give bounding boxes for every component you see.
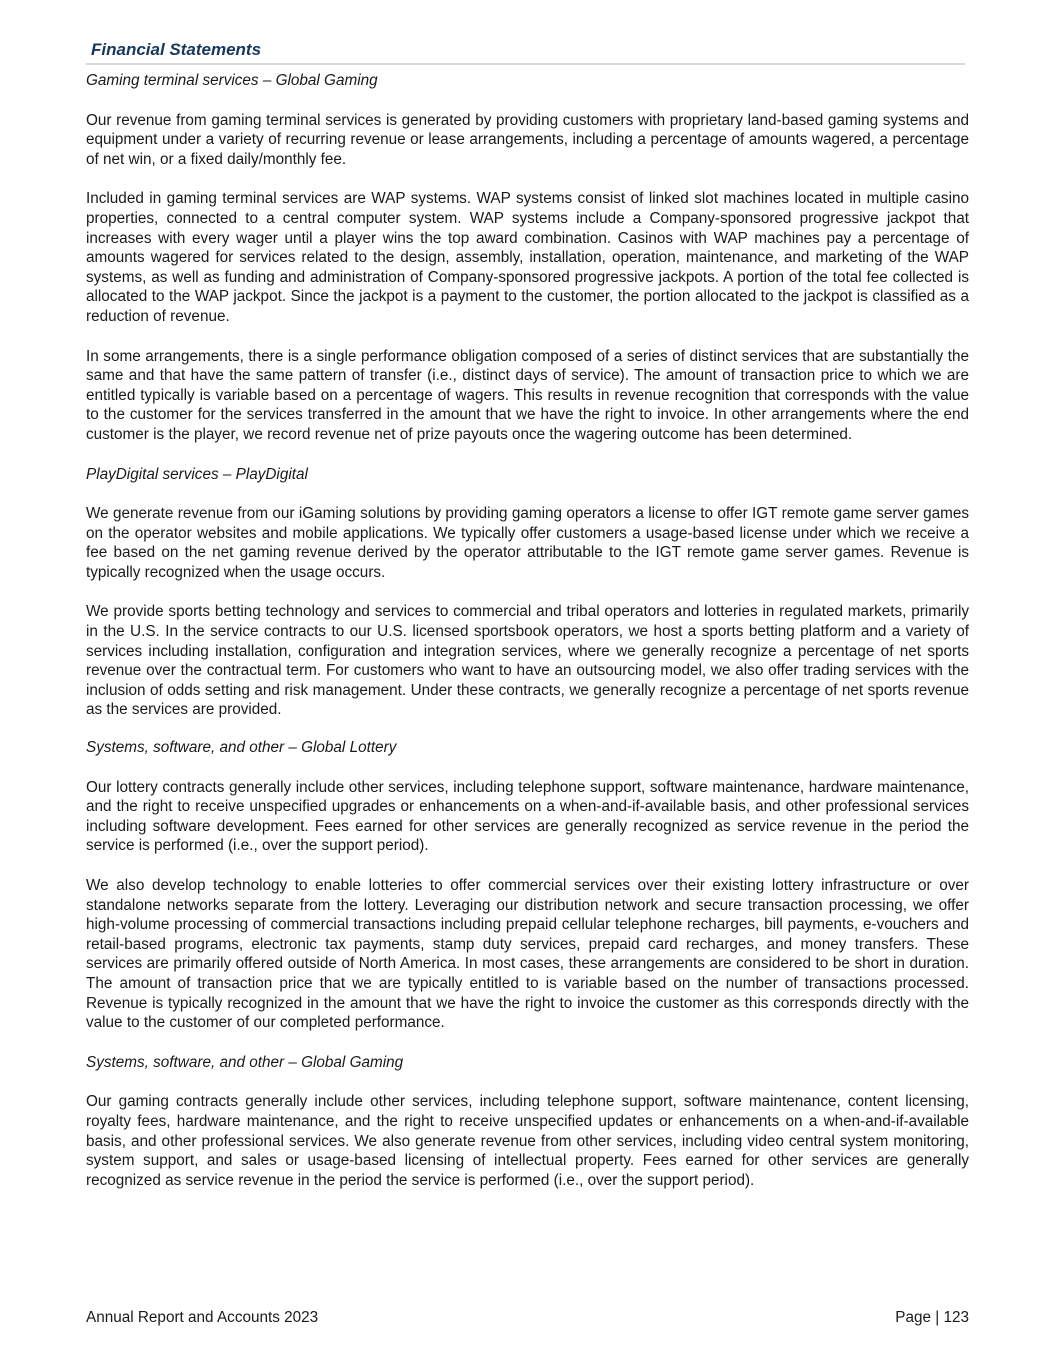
- paragraph: We generate revenue from our iGaming solutions by providing gaming operators a license to offer IGT remote game server games on the operator websites and mobile applications. We typically offer customers a usage-based license under which we receive a fee based on the net gaming revenue derived by the operator attributable to the IGT remote game server games. Revenue is typically recognized when the usage occurs.: [86, 505, 969, 581]
- section-heading-global-gaming: Systems, software, and other – Global Gaming: [86, 1053, 404, 1071]
- paragraph: Our revenue from gaming terminal services is generated by providing customers with proprietary land-based gaming systems and equipment under a variety of recurring revenue or lease arrangements, including a percentage of amounts wagered, a percentage of net win, or a fixed daily/monthly fee.: [86, 111, 969, 168]
- paragraph: In some arrangements, there is a single performance obligation composed of a series of distinct services that are substantially the same and that have the same pattern of transfer (i.e., distinct days of service). The amount of transaction price to which we are entitled typically is variable based on a percentage of wagers. This results in revenue recognition that corresponds with the value to the customer for the services transferred in the amount that we have the right to invoice. In other arrangements where the end customer is the player, we record revenue net of prize payouts once the wagering outcome has been determined.: [86, 347, 969, 443]
- page-title: Financial Statements: [91, 40, 262, 59]
- paragraph: We provide sports betting technology and services to commercial and tribal operators and lotteries in regulated markets, primarily in the U.S. In the service contracts to our U.S. licensed sportsbook operators, we host a sports betting platform and a variety of services including installation, configuration and integration services, where we generally recognize a percentage of net sports revenue over the contractual term. For customers who want to have an outsourcing model, we also offer trading services with the inclusion of odds setting and risk management. Under these contracts, we generally recognize a percentage of net sports revenue as the services are provided.: [86, 603, 969, 719]
- page-footer: [86, 1308, 969, 1327]
- footer-report-title: Annual Report and Accounts 2023: [86, 1309, 319, 1326]
- section-heading-global-lottery: Systems, software, and other – Global Lottery: [86, 739, 397, 757]
- paragraph: Our lottery contracts generally include other services, including telephone support, software maintenance, hardware maintenance, and the right to receive unspecified upgrades or enhancements on a when-and-if-available basis, and other professional services including software development. Fees earned for other services are generally recognized as service revenue in the period the service is performed (i.e., over the support period).: [86, 778, 969, 855]
- section-heading-playdigital: PlayDigital services – PlayDigital: [86, 465, 308, 483]
- page-header: [86, 39, 965, 65]
- document-body: [86, 71, 969, 1210]
- section-heading-gaming-terminal: Gaming terminal services – Global Gaming: [86, 72, 378, 89]
- footer-page-number: Page | 123: [895, 1309, 969, 1326]
- paragraph: We also develop technology to enable lotteries to offer commercial services over their existing lottery infrastructure or over standalone networks separate from the lottery. Leveraging our distribution network and secure transaction processing, we offer high-volume processing of commercial transactions including prepaid cellular telephone recharges, bill payments, e-vouchers and retail-based programs, electronic tax payments, stamp duty services, prepaid card recharges, and money transfers. These services are primarily offered outside of North America. In most cases, these arrangements are considered to be short in duration. The amount of transaction price that we are typically entitled to is variable based on the number of transactions processed. Revenue is typically recognized in the amount that we have the right to invoice the customer as this corresponds directly with the value to the customer of our completed performance.: [86, 877, 969, 1032]
- paragraph: Included in gaming terminal services are WAP systems. WAP systems consist of linked slot machines located in multiple casino properties, connected to a central computer system. WAP systems include a Company-sponsored progressive jackpot that increases with every wager until a player wins the top award combination. Casinos with WAP machines pay a percentage of amounts wagered for services related to the design, assembly, installation, operation, maintenance, and marketing of the WAP systems, as well as funding and administration of Company-sponsored progressive jackpots. A portion of the total fee collected is allocated to the WAP jackpot. Since the jackpot is a payment to the customer, the portion allocated to the jackpot is classified as a reduction of revenue.: [86, 190, 969, 325]
- paragraph: Our gaming contracts generally include other services, including telephone support, software maintenance, content licensing, royalty fees, hardware maintenance, and the right to receive unspecified updates or enhancements on a when-and-if-available basis, and other professional services. We also generate revenue from other services, including video central system monitoring, system support, and sales or usage-based licensing of intellectual property. Fees earned for other services are generally recognized as service revenue in the period the service is performed (i.e., over the support period).: [86, 1093, 969, 1189]
